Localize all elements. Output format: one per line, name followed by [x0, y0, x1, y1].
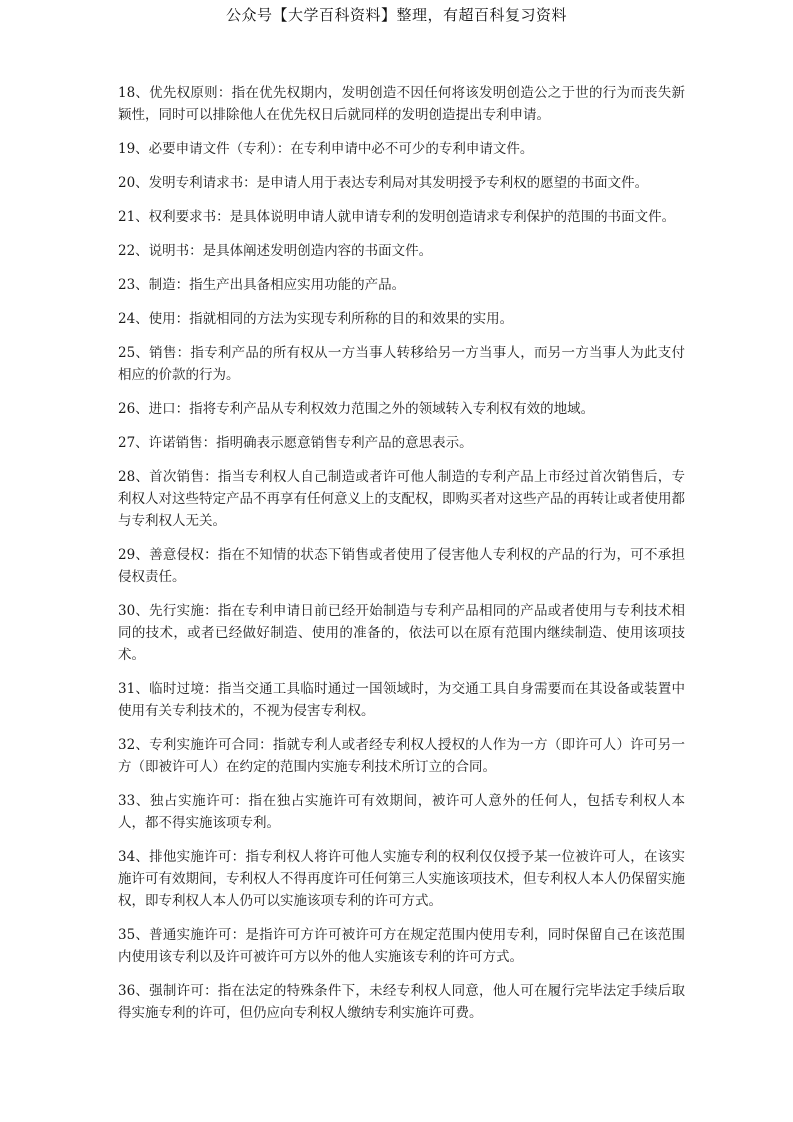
- term-entry-20: 20、发明专利请求书：是申请人用于表达专利局对其发明授予专利权的愿望的书面文件。: [118, 175, 649, 191]
- page-header: 公众号【大学百科资料】整理，有超百科复习资料: [225, 6, 567, 24]
- term-entry-34: 34、排他实施许可：指专利权人将许可他人实施专利的权利仅仅授予某一位被许可人，在该实施许可有效期间，专利权人不得再度许可任何第三人实施该项技术，但专利权人本人仍保留实施权，即专利权人本人仍可以实施该项专利的许可方式。: [118, 849, 685, 909]
- term-entry-24: 24、使用：指就相同的方法为实现专利所称的目的和效果的实用。: [118, 311, 514, 327]
- term-entry-27: 27、许诺销售：指明确表示愿意销售专利产品的意思表示。: [118, 435, 473, 451]
- term-entry-29: 29、善意侵权：指在不知情的状态下销售或者使用了侵害他人专利权的产品的行为，可不承担侵权责任。: [118, 547, 685, 585]
- term-entry-32: 32、专利实施许可合同：指就专利人或者经专利权人授权的人作为一方（即许可人）许可另一方（即被许可人）在约定的范围内实施专利技术所订立的合同。: [118, 737, 685, 775]
- term-entry-19: 19、必要申请文件（专利）：在专利申请中必不可少的专利申请文件。: [118, 141, 534, 157]
- term-entry-28: 28、首次销售：指当专利权人自己制造或者许可他人制造的专利产品上市经过首次销售后，专利权人对这些特定产品不再享有任何意义上的支配权，即购买者对这些产品的再转让或者使用都与专利权人无关。: [118, 469, 685, 529]
- term-entry-18: 18、优先权原则：指在优先权期内，发明创造不因任何将该发明创造公之于世的行为而丧失新颖性，同时可以排除他人在优先权日后就同样的发明创造提出专利申请。: [118, 85, 685, 123]
- term-entry-33: 33、独占实施许可：指在独占实施许可有效期间，被许可人意外的任何人，包括专利权人本人，都不得实施该项专利。: [118, 793, 685, 831]
- term-entry-23: 23、制造：指生产出具备相应实用功能的产品。: [118, 277, 406, 293]
- term-entry-25: 25、销售：指专利产品的所有权从一方当事人转移给另一方当事人，而另一方当事人为此支付相应的价款的行为。: [118, 345, 685, 383]
- document-body: [118, 82, 685, 1036]
- term-entry-35: 35、普通实施许可：是指许可方许可被许可方在规定范围内使用专利，同时保留自己在该范围内使用该专利以及许可被许可方以外的他人实施该专利的许可方式。: [118, 927, 685, 965]
- term-entry-36: 36、强制许可：指在法定的特殊条件下，未经专利权人同意，他人可在履行完毕法定手续后取得实施专利的许可，但仍应向专利权人缴纳专利实施许可费。: [118, 983, 685, 1021]
- term-entry-21: 21、权利要求书：是具体说明申请人就申请专利的发明创造请求专利保护的范围的书面文件。: [118, 209, 676, 225]
- term-entry-26: 26、进口：指将专利产品从专利权效力范围之外的领域转入专利权有效的地域。: [118, 401, 595, 417]
- term-entry-31: 31、临时过境：指当交通工具临时通过一国领域时，为交通工具自身需要而在其设备或装置中使用有关专利技术的，不视为侵害专利权。: [118, 681, 685, 719]
- term-entry-22: 22、说明书：是具体阐述发明创造内容的书面文件。: [118, 243, 433, 259]
- term-entry-30: 30、先行实施：指在专利申请日前已经开始制造与专利产品相同的产品或者使用与专利技术相同的技术，或者已经做好制造、使用的准备的，依法可以在原有范围内继续制造、使用该项技术。: [118, 603, 685, 663]
